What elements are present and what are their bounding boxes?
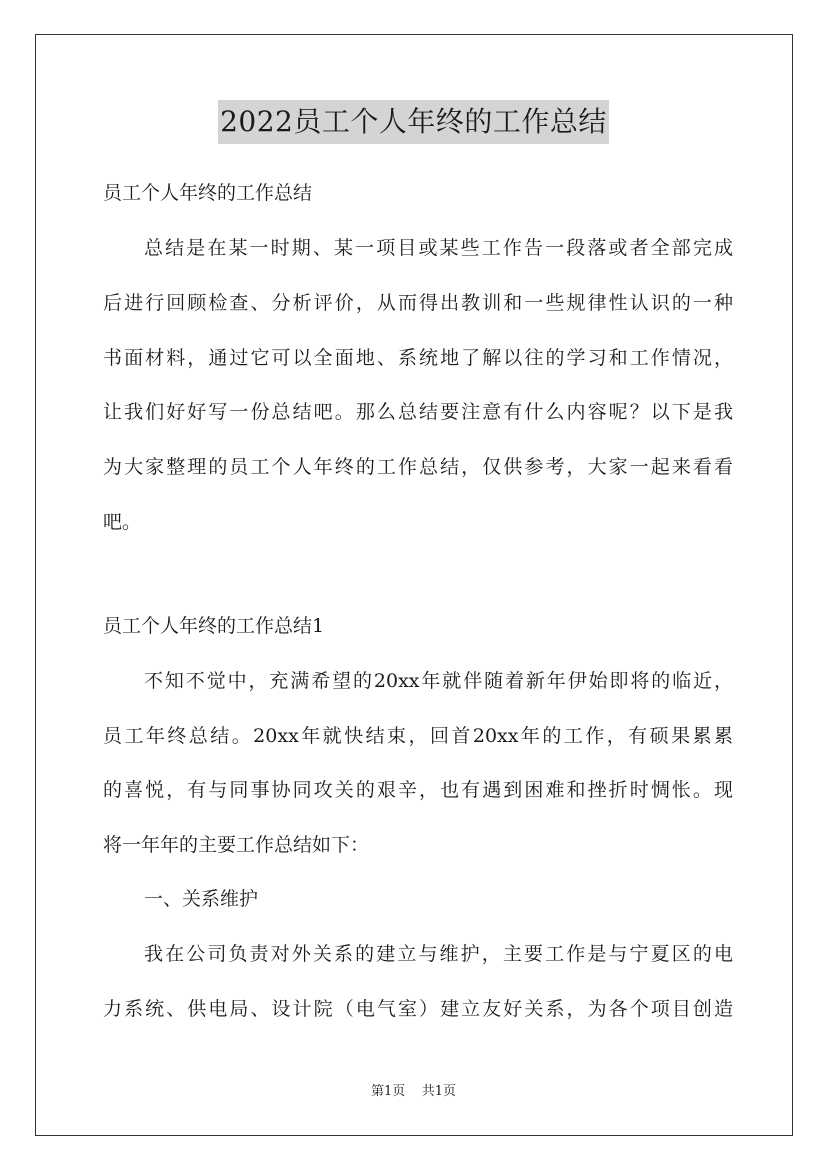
page-footer	[0, 1082, 827, 1102]
intro-line-2: 后进行回顾检查、分析评价，从而得出教训和一些规律性认识的一种	[103, 292, 733, 314]
section1-line-1: 不知不觉中，充满希望的20xx年就伴随着新年伊始即将的临近，	[144, 670, 733, 692]
section1-line-3: 的喜悦，有与同事协同攻关的艰辛，也有遇到困难和挫折时惆怅。现	[103, 779, 733, 801]
para2-line-1: 我在公司负责对外关系的建立与维护，主要工作是与宁夏区的电	[144, 943, 733, 965]
section1-line-2: 员工年终总结。20xx年就快结束，回首20xx年的工作，有硕果累累	[103, 725, 733, 747]
section1-line-4: 将一年年的主要工作总结如下：	[103, 834, 370, 856]
page-total: 共1页	[421, 1084, 457, 1099]
intro-line-6: 吧。	[103, 511, 142, 533]
intro-line-1: 总结是在某一时期、某一项目或某些工作告一段落或者全部完成	[144, 237, 733, 259]
page-number: 第1页	[370, 1084, 406, 1099]
document-subtitle: 员工个人年终的工作总结	[103, 182, 313, 204]
intro-line-4: 让我们好好写一份总结吧。那么总结要注意有什么内容呢？以下是我	[103, 401, 733, 423]
para2-line-2: 力系统、供电局、设计院（电气室）建立友好关系，为各个项目创造	[103, 998, 733, 1020]
section-heading-1: 员工个人年终的工作总结1	[103, 615, 325, 637]
subheading-relationship: 一、关系维护	[144, 888, 259, 910]
intro-line-3: 书面材料，通过它可以全面地、系统地了解以往的学习和工作情况，	[103, 347, 733, 369]
title-wrapper	[0, 100, 827, 144]
document-title: 2022员工个人年终的工作总结	[218, 100, 609, 144]
intro-line-5: 为大家整理的员工个人年终的工作总结，仅供参考，大家一起来看看	[103, 456, 733, 478]
